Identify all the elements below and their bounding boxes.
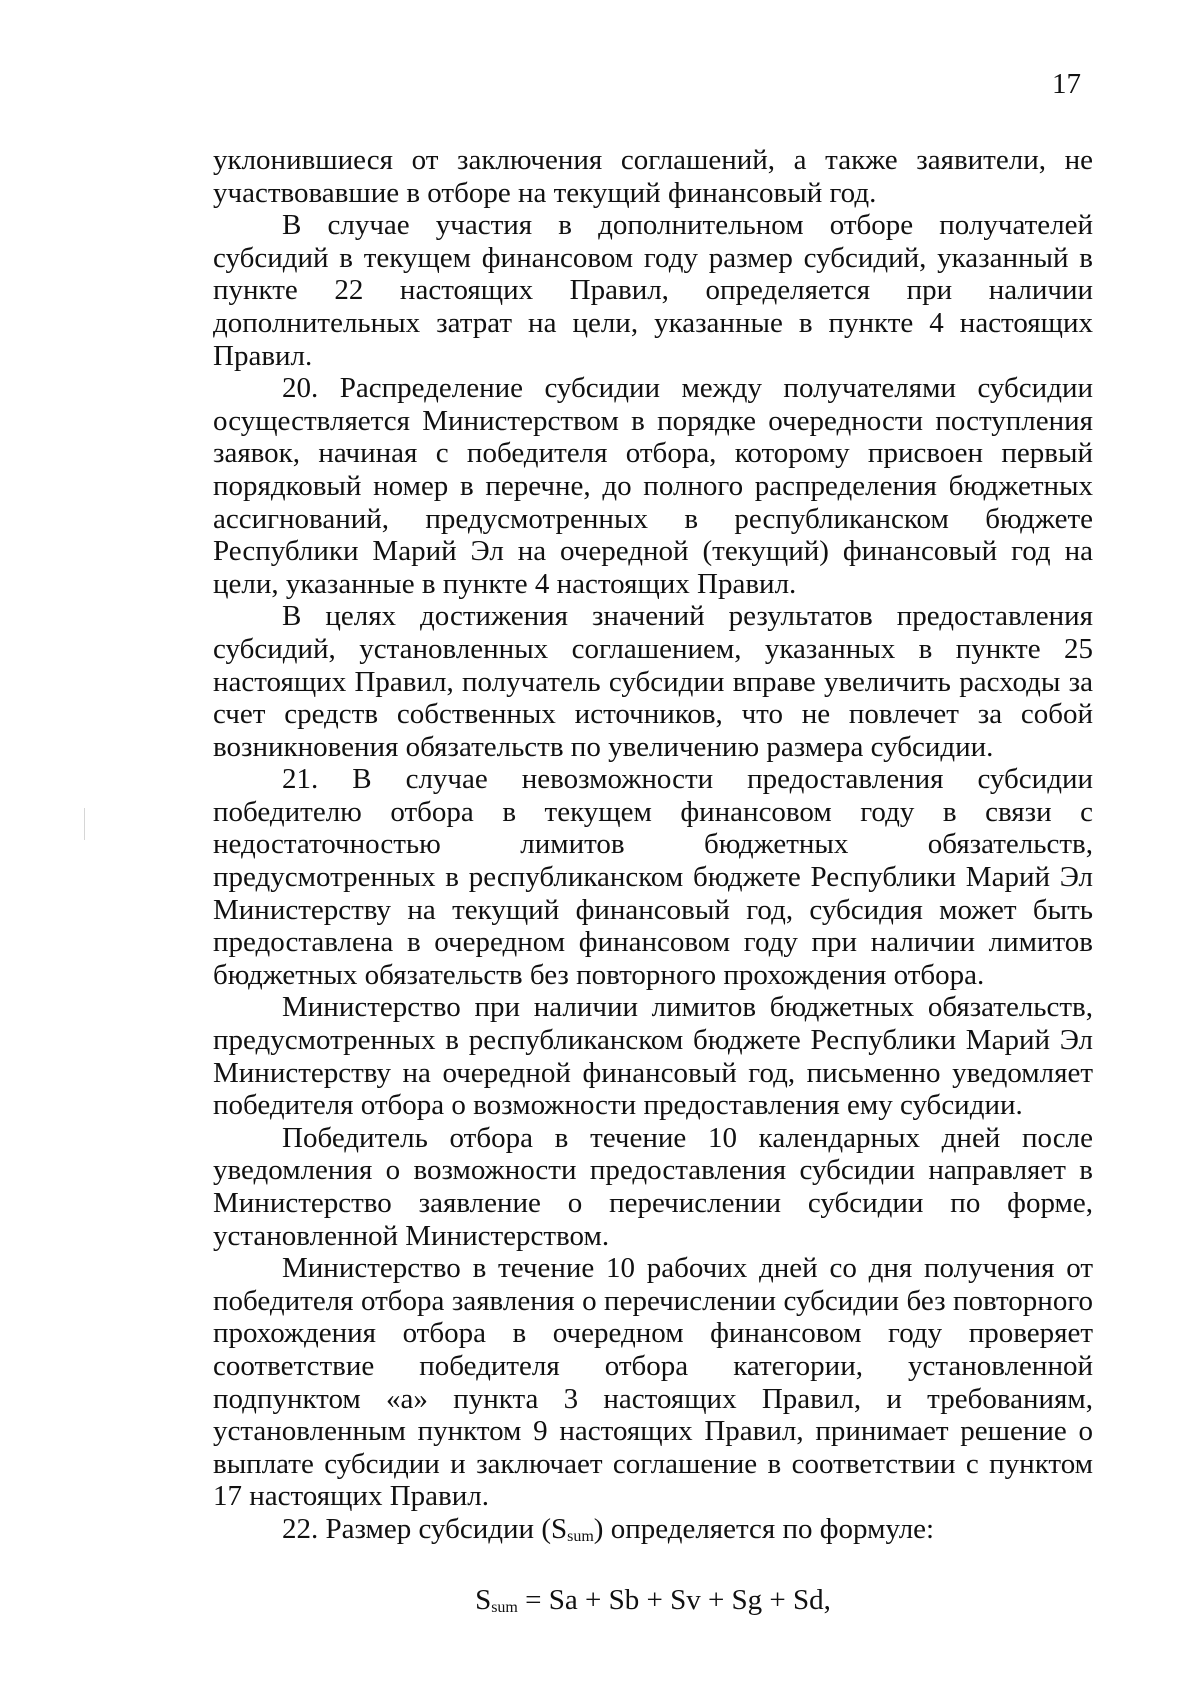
document-body [213, 144, 1093, 1616]
subsidy-formula [213, 1584, 1093, 1617]
formula-lhs: S [475, 1583, 492, 1616]
scan-margin-mark [84, 808, 85, 840]
clause-22-text-start: 22. Размер субсидии (S [282, 1512, 568, 1545]
paragraph-continuation: уклонившиеся от заключения соглашений, а также заявители, не участвовавшие в отборе на текущий финансовый год. [213, 144, 1093, 209]
formula-lhs-subscript: sum [491, 1598, 518, 1616]
clause-22-text-end: ) определяется по формуле: [593, 1512, 935, 1545]
page-number: 17 [1052, 68, 1081, 100]
clause-22-subscript: sum [567, 1527, 594, 1545]
formula-rhs: = Sa + Sb + Sv + Sg + Sd, [517, 1583, 831, 1616]
paragraph-ministry-notice: Министерство при наличии лимитов бюджетных обязательств, предусмотренных в республиканском бюджете Республики Марий Эл Министерству на очередной финансовый год, письменно уведомляет победителя отбора о возможности предоставления ему субсидии. [213, 991, 1093, 1122]
paragraph-clause-22 [213, 1513, 1093, 1546]
paragraph-clause-20: 20. Распределение субсидии между получателями субсидии осуществляется Министерством в порядке очередности поступления заявок, начиная с победителя отбора, которому присвоен первый порядковый номер в перечне, до полного распределения бюджетных ассигнований, предусмотренных в республиканском бюджете Республики Марий Эл на очередной (текущий) финансовый год на цели, указанные в пункте 4 настоящих Правил. [213, 372, 1093, 600]
paragraph-additional-selection: В случае участия в дополнительном отборе получателей субсидий в текущем финансовом году размер субсидий, указанный в пункте 22 настоящих Правил, определяется при наличии дополнительных затрат на цели, указанные в пункте 4 настоящих Правил. [213, 209, 1093, 372]
paragraph-clause-21: 21. В случае невозможности предоставления субсидии победителю отбора в текущем финансовом году в связи с недостаточностью лимитов бюджетных обязательств, предусмотренных в республиканском бюджете Республики Марий Эл Министерству на текущий финансовый год, субсидия может быть предоставлена в очередном финансовом году при наличии лимитов бюджетных обязательств без повторного прохождения отбора. [213, 763, 1093, 991]
paragraph-ministry-review: Министерство в течение 10 рабочих дней со дня получения от победителя отбора заявления о перечислении субсидии без повторного прохождения отбора в очередном финансовом году проверяет соответствие победителя отбора категории, установленной подпунктом «а» пункта 3 настоящих Правил, и требованиям, установленным пунктом 9 настоящих Правил, принимает решение о выплате субсидии и заключает соглашение в соответствии с пунктом 17 настоящих Правил. [213, 1252, 1093, 1513]
paragraph-result-targets: В целях достижения значений результатов предоставления субсидий, установленных соглашением, указанных в пункте 25 настоящих Правил, получатель субсидии вправе увеличить расходы за счет средств собственных источников, что не повлечет за собой возникновения обязательств по увеличению размера субсидии. [213, 600, 1093, 763]
paragraph-winner-application: Победитель отбора в течение 10 календарных дней после уведомления о возможности предоставления субсидии направляет в Министерство заявление о перечислении субсидии по форме, установленной Министерством. [213, 1121, 1093, 1252]
